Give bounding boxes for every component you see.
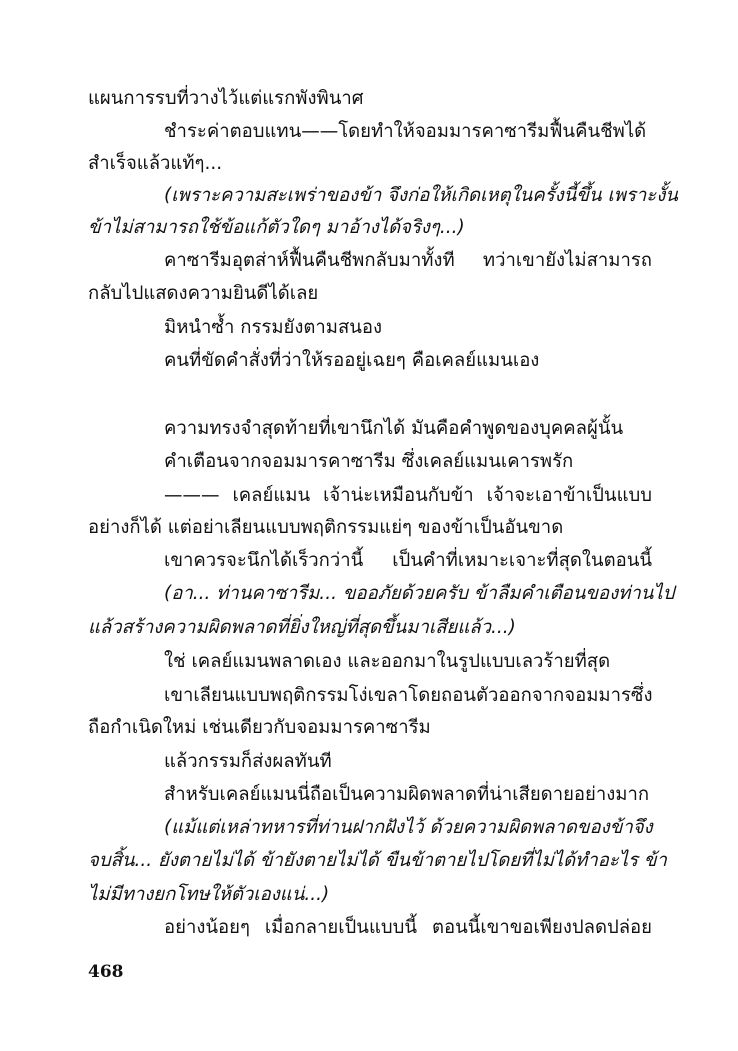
text-line: ถือกำเนิดใหม่ เช่นเดียวกับจอมมารคาซารีม [88, 717, 431, 738]
text-line: คำเตือนจากจอมมารคาซารีม ซึ่งเคลย์แมนเคารพรัก [164, 451, 574, 472]
text-line: เขาควรจะนึกได้เร็วกว่านี้ เป็นคำที่เหมาะเจาะที่สุดในตอนนี้ [164, 550, 652, 571]
text-line: กลับไปแสดงความยินดีได้เลย [88, 283, 319, 304]
text-line: ——— เคลย์แมน เจ้าน่ะเหมือนกับข้า เจ้าจะเอาข้าเป็นแบบ [164, 485, 652, 506]
text-line: คาซารีมอุตส่าห์ฟื้นคืนชีพกลับมาทั้งที ทว่าเขายังไม่สามารถ [164, 250, 652, 271]
page-number: 468 [88, 962, 124, 982]
italic-text-line: แล้วสร้างความผิดพลาดที่ยิ่งใหญ่ที่สุดขึ้นมาเสียแล้ว...) [88, 617, 516, 638]
text-line: สำเร็จแล้วแท้ๆ... [88, 153, 223, 174]
text-line: ความทรงจำสุดท้ายที่เขานึกได้ มันคือคำพูดของบุคคลผู้นั้น [164, 418, 624, 439]
text-line: สำหรับเคลย์แมนนี่ถือเป็นความผิดพลาดที่น่าเสียดายอย่างมาก [164, 784, 650, 805]
text-line: อย่างก็ได้ แต่อย่าเลียนแบบพฤติกรรมแย่ๆ ของข้าเป็นอันขาด [88, 517, 564, 538]
italic-text-line: (เพราะความสะเพร่าของข้า จึงก่อให้เกิดเหตุในครั้งนี้ขึ้น เพราะงั้น [164, 185, 678, 206]
text-line: ชำระค่าตอบแทน——โดยทำให้จอมมารคาซารีมฟื้นคืนชีพได้ [164, 121, 647, 142]
text-line: คนที่ขัดคำสั่งที่ว่าให้รออยู่เฉยๆ คือเคลย์แมนเอง [164, 350, 540, 371]
text-line: มิหนำซ้ำ กรรมยังตามสนอง [164, 317, 383, 338]
text-line: ใช่ เคลย์แมนพลาดเอง และออกมาในรูปแบบเลวร้ายที่สุด [164, 651, 611, 672]
italic-text-line: (อา... ท่านคาซารีม... ขออภัยด้วยครับ ข้าลืมคำเตือนของท่านไป [164, 583, 675, 604]
italic-text-line: ข้าไม่สามารถใช้ข้อแก้ตัวใดๆ มาอ้างได้จริงๆ...) [88, 217, 465, 238]
italic-text-line: จบสิ้น... ยังตายไม่ได้ ข้ายังตายไม่ได้ ขืนข้าตายไปโดยที่ไม่ได้ทำอะไร ข้า [88, 850, 667, 871]
text-line: แผนการรบที่วางไว้แต่แรกพังพินาศ [88, 88, 364, 109]
italic-text-line: (แม้แต่เหล่าทหารที่ท่านฝากฝังไว้ ด้วยความผิดพลาดของข้าจึง [164, 817, 653, 838]
text-line: เขาเลียนแบบพฤติกรรมโง่เขลาโดยถอนตัวออกจากจอมมารซึ่ง [164, 685, 653, 706]
text-line: อย่างน้อยๆ เมื่อกลายเป็นแบบนี้ ตอนนี้เขาขอเพียงปลดปล่อย [164, 917, 652, 938]
italic-text-line: ไม่มีทางยกโทษให้ตัวเองแน่...) [88, 884, 330, 905]
text-line: แล้วกรรมก็ส่งผลทันที [164, 751, 332, 772]
